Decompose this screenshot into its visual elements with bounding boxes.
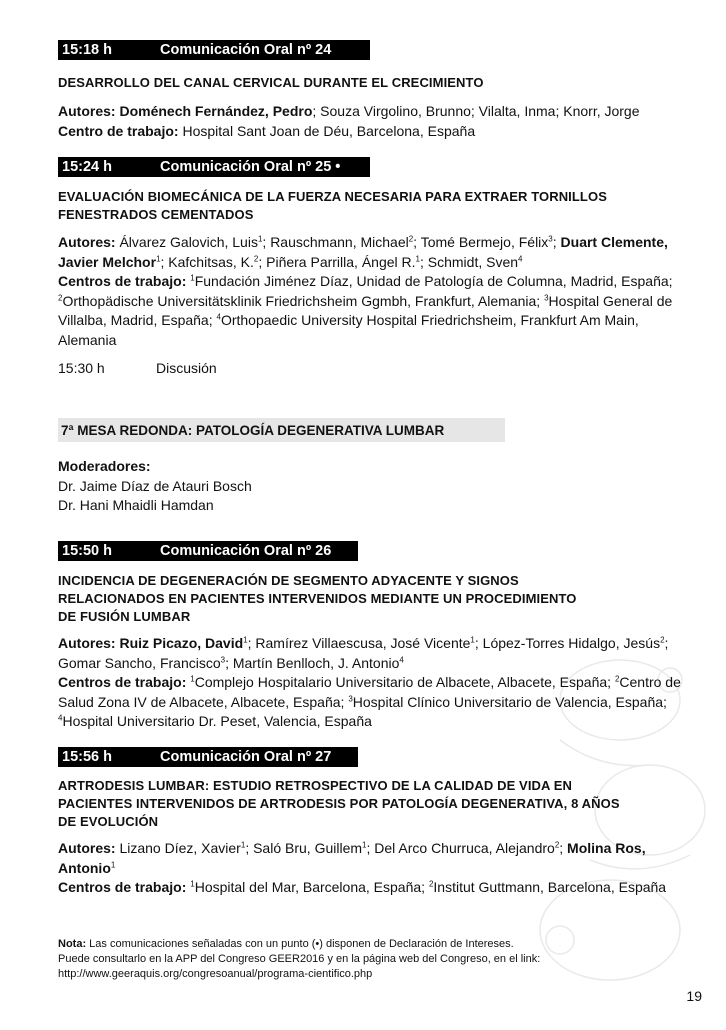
program-link: http://www.geeraquis.org/congresoanual/programa-cientifico.php [58, 968, 373, 980]
moderator-2: Dr. Hani Mhaidli Hamdan [58, 497, 214, 513]
session-label: Comunicación Oral nº 24 [160, 42, 332, 58]
presenter-name: Molina Ros, Antonio [58, 840, 646, 876]
session-time: 15:24 h [62, 159, 112, 175]
paper-title-24: DESARROLLO DEL CANAL CERVICAL DURANTE EL CRECIMIENTO [58, 75, 484, 90]
session-time: 15:18 h [62, 42, 112, 58]
authors-25: Autores: Álvarez Galovich, Luis$^1$; Rauschmann, Michael$^2$; Tomé Bermejo, Félix$^3$; Duart Clemente, Javier Melchor$^1$; Kafchitsas, K.$^2$; Piñera Parrilla, Ángel R.$^1$; Schmidt, Sven$^4$ Centros de trabajo: $^1$Fundación Jiménez Díaz, Unidad de Patología de Columna, Madrid, España; $^2$Orthopädische Universitätsklinik Friedrichsheim Ggmbh, Frankfurt, Alemania; $^3$Hospital General de Villalba, Madrid, España; $^4$Orthopaedic University Hospital Friedrichsheim, Frankfurt Am Main, Alemania [58, 234, 673, 348]
session-bar-27 [58, 747, 358, 767]
session-time: 15:56 h [62, 749, 112, 765]
round-table-title: 7ª MESA REDONDA: PATOLOGÍA DEGENERATIVA LUMBAR [58, 418, 505, 442]
presenter-name: Duart Clemente, Javier Melchor [58, 234, 668, 270]
paper-title-25: EVALUACIÓN BIOMECÁNICA DE LA FUERZA NECESARIA PARA EXTRAER TORNILLOS FENESTRADOS CEMENTADOS [58, 189, 607, 222]
paper-title-26: INCIDENCIA DE DEGENERACIÓN DE SEGMENTO ADYACENTE Y SIGNOS RELACIONADOS EN PACIENTES INTERVENIDOS MEDIANTE UN PROCEDIMIENTO DE FUSIÓN LUMBAR [58, 573, 577, 624]
presenter-name: Doménech Fernández, Pedro [119, 103, 313, 119]
footnote: Nota: Las comunicaciones señaladas con un punto (•) disponen de Declaración de Intereses. Puede consultarlo en la APP del Congreso GEER2016 y en la página web del Congreso, en el link: http://www.geeraquis.org/congresoanual/programa-cientifico.php [58, 938, 541, 980]
session-bar-25 [58, 157, 370, 177]
page-number: 19 [686, 988, 702, 1004]
session-label: Comunicación Oral nº 25 • [160, 159, 341, 175]
discussion-label: Discusión [156, 360, 217, 376]
moderator-1: Dr. Jaime Díaz de Atauri Bosch [58, 477, 252, 494]
authors-24: Autores: Doménech Fernández, Pedro; Souza Virgolino, Brunno; Vilalta, Inma; Knorr, Jorge Centro de trabajo: Hospital Sant Joan de Déu, Barcelona, España [58, 103, 640, 139]
paper-title-27: ARTRODESIS LUMBAR: ESTUDIO RETROSPECTIVO DE LA CALIDAD DE VIDA EN PACIENTES INTERVENIDOS DE ARTRODESIS POR PATOLOGÍA DEGENERATIVA, 8 AÑOS DE EVOLUCIÓN [58, 778, 620, 829]
session-bar-26 [58, 541, 358, 561]
authors-26: Autores: Ruiz Picazo, David$^1$; Ramírez Villaescusa, José Vicente$^1$; López-Torres Hidalgo, Jesús$^2$; Gomar Sancho, Francisco$^3$; Martín Benlloch, J. Antonio$^4$ Centros de trabajo: $^1$Complejo Hospitalario Universitario de Albacete, Albacete, España; $^2$Centro de Salud Zona IV de Albacete, Albacete, España; $^3$Hospital Clínico Universitario de Valencia, España; $^4$Hospital Universitario Dr. Peset, Valencia, España [58, 635, 681, 729]
session-time: 15:50 h [62, 543, 112, 559]
session-bar-24 [58, 40, 370, 60]
discussion-time: 15:30 h [58, 360, 105, 376]
session-label: Comunicación Oral nº 27 [160, 749, 332, 765]
presenter-name: Ruiz Picazo, David [119, 635, 244, 651]
discussion-row [58, 359, 217, 379]
moderators: Moderadores: Dr. Jaime Díaz de Atauri Bosch Dr. Hani Mhaidli Hamdan [58, 458, 252, 513]
authors-27: Autores: Lizano Díez, Xavier$^1$; Saló Bru, Guillem$^1$; Del Arco Churruca, Alejandro$^2$; Molina Ros, Antonio$^1$ Centros de trabajo: $^1$Hospital del Mar, Barcelona, España; $^2$Institut Guttmann, Barcelona, España [58, 840, 667, 895]
session-label: Comunicación Oral nº 26 [160, 543, 332, 559]
